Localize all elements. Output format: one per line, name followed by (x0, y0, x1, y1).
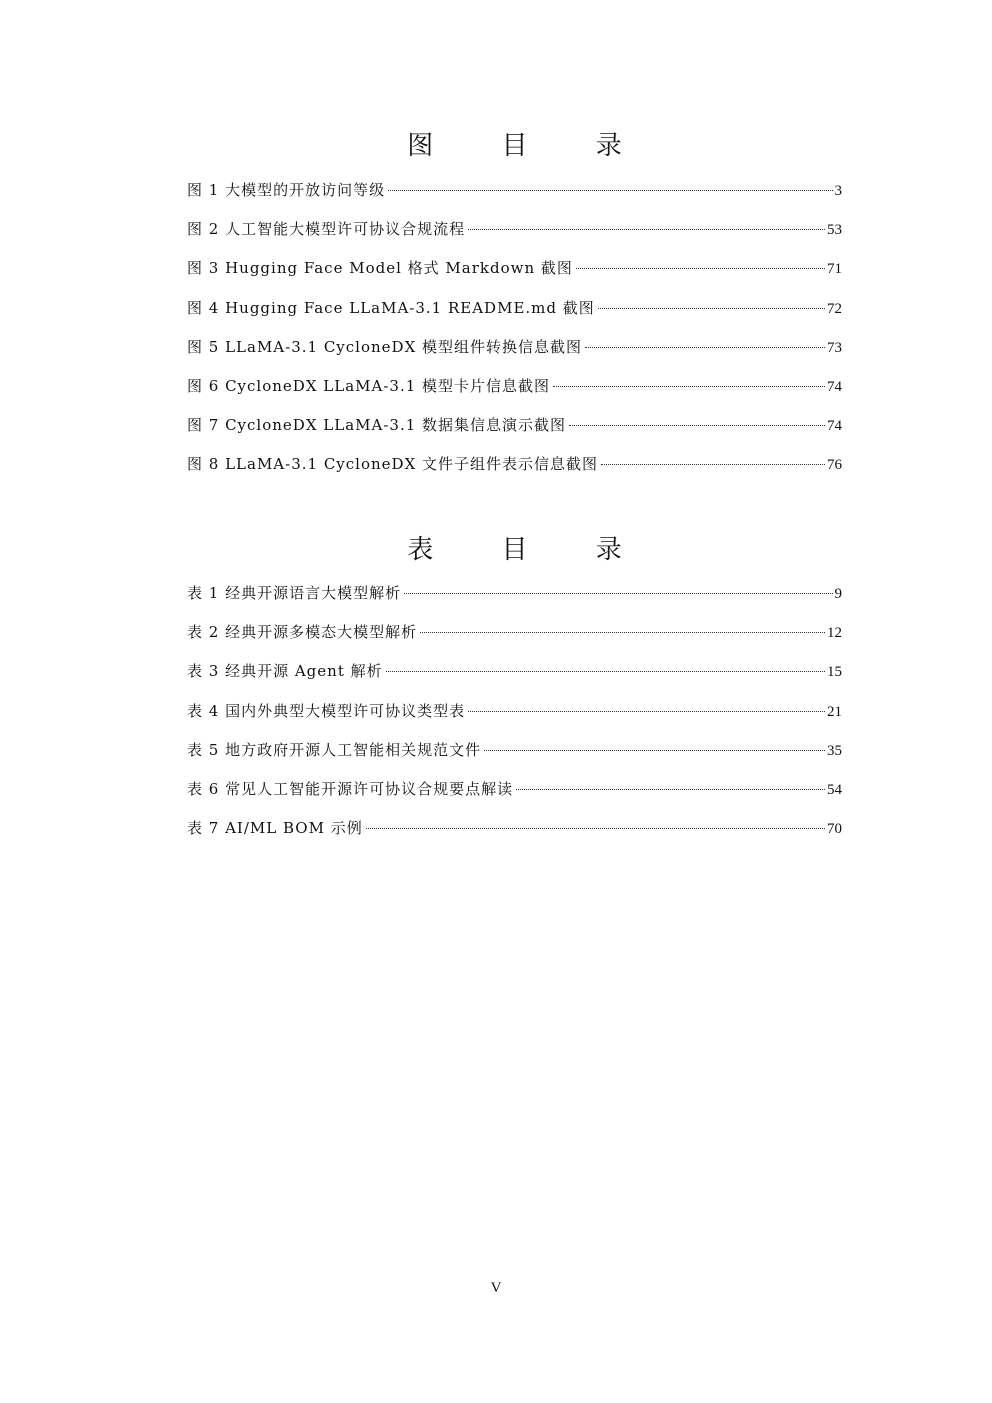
tables-title: 表 目 录 (407, 535, 652, 565)
toc-entry-page: 15 (827, 664, 842, 681)
toc-entry-page: 74 (827, 418, 842, 435)
toc-entry-label: 表 2 经典开源多模态大模型解析 (187, 623, 418, 642)
toc-entry[interactable] (187, 406, 842, 445)
leader-dots (598, 308, 825, 309)
leader-dots (388, 190, 832, 191)
toc-entry[interactable] (187, 445, 842, 484)
toc-entry[interactable] (187, 328, 842, 367)
toc-entry-page: 76 (827, 457, 842, 474)
toc-entry-label: 图 4 Hugging Face LLaMA-3.1 README.md 截图 (187, 298, 595, 317)
toc-entry-page: 71 (827, 261, 842, 278)
toc-entry-label: 表 7 AI/ML BOM 示例 (187, 819, 363, 838)
page-number: V (490, 1280, 502, 1296)
toc-entry-label: 图 3 Hugging Face Model 格式 Markdown 截图 (187, 259, 573, 278)
figures-section (187, 126, 842, 485)
toc-entry-page: 21 (827, 703, 842, 720)
toc-entry-page: 3 (834, 183, 842, 199)
toc-entry-label: 图 6 CycloneDX LLaMA-3.1 模型卡片信息截图 (187, 376, 551, 395)
toc-entry-page: 54 (827, 781, 842, 798)
tables-list (187, 574, 842, 848)
toc-entry-label: 图 8 LLaMA-3.1 CycloneDX 文件子组件表示信息截图 (187, 455, 599, 474)
figures-list (187, 171, 842, 485)
toc-entry[interactable] (187, 210, 842, 249)
toc-entry-page: 53 (827, 222, 842, 239)
toc-entry[interactable] (187, 770, 842, 809)
toc-entry[interactable] (187, 249, 842, 288)
toc-entry-label: 表 4 国内外典型大模型许可协议类型表 (187, 701, 466, 720)
leader-dots (420, 632, 825, 633)
leader-dots (366, 828, 825, 829)
leader-dots (404, 593, 832, 594)
toc-entry-label: 图 1 大模型的开放访问等级 (187, 181, 386, 199)
toc-entry-page: 12 (827, 625, 842, 642)
toc-entry[interactable] (187, 652, 842, 691)
toc-entry-label: 表 3 经典开源 Agent 解析 (187, 662, 383, 681)
leader-dots (468, 229, 825, 230)
toc-entry[interactable] (187, 731, 842, 770)
toc-entry[interactable] (187, 574, 842, 613)
toc-entry-page: 72 (827, 300, 842, 317)
toc-entry-label: 表 5 地方政府开源人工智能相关规范文件 (187, 740, 482, 759)
leader-dots (576, 268, 825, 269)
leader-dots (516, 789, 825, 790)
toc-entry[interactable] (187, 613, 842, 652)
tables-section (187, 530, 842, 848)
toc-entry-label: 图 5 LLaMA-3.1 CycloneDX 模型组件转换信息截图 (187, 337, 583, 356)
toc-entry-page: 35 (827, 742, 842, 759)
toc-entry-label: 图 2 人工智能大模型许可协议合规流程 (187, 220, 466, 239)
leader-dots (585, 347, 825, 348)
toc-entry-label: 图 7 CycloneDX LLaMA-3.1 数据集信息演示截图 (187, 416, 567, 435)
toc-entry-page: 73 (827, 339, 842, 356)
toc-entry-page: 74 (827, 378, 842, 395)
toc-entry-label: 表 6 常见人工智能开源许可协议合规要点解读 (187, 779, 514, 798)
toc-entry-page: 70 (827, 821, 842, 838)
figures-title: 图 目 录 (407, 131, 652, 161)
leader-dots (468, 711, 825, 712)
toc-entry[interactable] (187, 692, 842, 731)
leader-dots (386, 671, 825, 672)
toc-entry-page: 9 (834, 586, 842, 602)
toc-entry[interactable] (187, 367, 842, 406)
leader-dots (601, 464, 825, 465)
toc-entry[interactable] (187, 289, 842, 328)
toc-entry[interactable] (187, 809, 842, 848)
toc-entry[interactable] (187, 171, 842, 210)
leader-dots (569, 425, 825, 426)
leader-dots (553, 386, 825, 387)
leader-dots (484, 750, 825, 751)
toc-entry-label: 表 1 经典开源语言大模型解析 (187, 584, 402, 602)
